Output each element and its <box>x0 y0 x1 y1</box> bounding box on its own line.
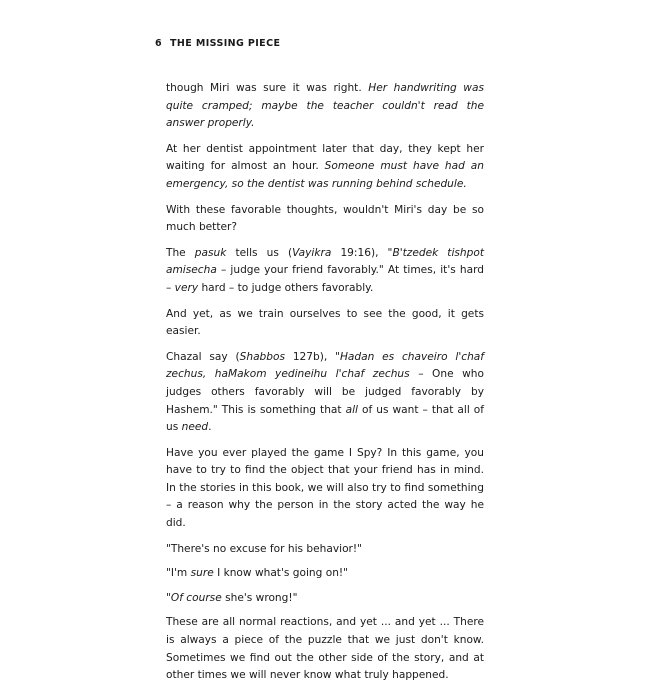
italic-run: Of course <box>170 591 222 604</box>
text-run: though Miri was sure it was right. <box>166 82 369 94</box>
paragraph-2 <box>166 141 484 194</box>
text-run: The <box>166 246 195 259</box>
italic-run: Vayikra <box>292 246 332 259</box>
body-text <box>166 80 484 693</box>
italic-run: sure <box>190 567 214 580</box>
page-number: 6 <box>155 38 163 49</box>
italic-run: need <box>181 421 209 434</box>
paragraph-7: Have you ever played the game I Spy? In this game, you have to try to find the object that your friend has in mind. In the stories in this book, we will also try to find something – a reason why the person in the story acted the way he did. <box>166 446 484 530</box>
text-run: I know what's going on!" <box>213 567 349 580</box>
paragraph-5: And yet, as we train ourselves to see the good, it gets easier. <box>166 307 484 338</box>
italic-run: Someone must have had an emergency, so the dentist was running behind schedule. <box>166 160 484 190</box>
paragraph-1 <box>166 80 484 133</box>
italic-run: Shabbos <box>239 350 286 363</box>
running-header <box>155 38 280 49</box>
text-run: of us want – that all of us <box>166 403 484 434</box>
text-run: . <box>208 421 212 434</box>
paragraph-3: With these favorable thoughts, wouldn't Miri's day be so much better? <box>166 203 484 234</box>
text-run: 19:16), " <box>331 246 393 259</box>
quote-2 <box>166 565 484 583</box>
italic-run: Hadan es chaveiro l'chaf zechus, haMakom yedineihu l'chaf zechus <box>166 350 484 381</box>
text-run: 127b), " <box>285 350 340 363</box>
paragraph-8: These are all normal reactions, and yet ... and yet ... There is always a piece of the puzzle that we just don't know. Sometimes we find out the other side of the story, and at other times we will never know what truly happened. <box>166 616 484 682</box>
text-run: "I'm <box>166 567 191 580</box>
quote-3 <box>166 590 484 608</box>
italic-run: B'tzedek tishpot amisecha <box>166 246 485 277</box>
italic-run: pasuk <box>194 246 227 259</box>
italic-run: Her handwriting was quite cramped; maybe the teacher couldn't read the answer properly. <box>166 82 484 130</box>
text-run: – One who judges others favorably will be judged favorably by Hashem." This is something that <box>166 368 484 416</box>
text-run: Chazal say ( <box>166 350 240 363</box>
text-run: At her dentist appointment later that day, they kept her waiting for almost an hour. <box>166 142 484 173</box>
text-run: – judge your friend favorably." At times, it's hard – <box>166 264 484 294</box>
text-run: " <box>166 591 171 604</box>
paragraph-6 <box>166 349 484 437</box>
quote-1: "There's no excuse for his behavior!" <box>166 542 363 555</box>
text-run: she's wrong!" <box>221 591 298 604</box>
italic-run: all <box>345 403 358 416</box>
italic-run: very <box>174 281 199 294</box>
text-run: hard – to judge others favorably. <box>198 281 374 294</box>
text-run: tells us ( <box>226 246 293 259</box>
paragraph-4 <box>166 245 484 298</box>
chapter-title: THE MISSING PIECE <box>170 38 281 49</box>
